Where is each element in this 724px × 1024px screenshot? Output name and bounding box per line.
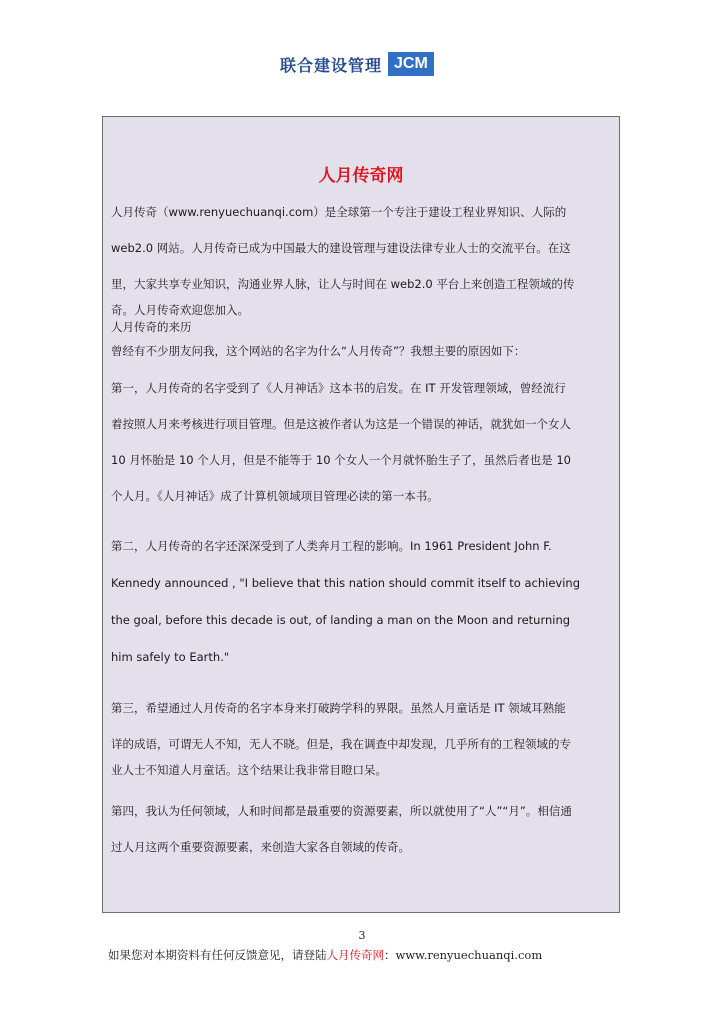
footer-site-link[interactable]: 人月传奇网: [326, 948, 384, 962]
footer-text: 如果您对本期资料有任何反馈意见，请登陆: [108, 948, 327, 962]
para3-line: 第三，希望通过人月传奇的名字本身来打破跨学科的界限。虽然人月童话是 IT 领域耳熟能: [111, 701, 566, 715]
para3-line: 详的成语，可谓无人不知，无人不晓。但是，我在调查中却发现，几乎所有的工程领域的专: [111, 737, 571, 751]
footer-url: ：www.renyuechuanqi.com: [384, 948, 543, 962]
origin-heading: 人月传奇的来历: [111, 320, 192, 334]
jcm-logo: [280, 52, 434, 76]
para1-line: 10 月怀胎是 10 个人月，但是不能等于 10 个女人一个月就怀胎生子了，虽然后者也是 10: [111, 453, 571, 467]
content-panel: [102, 116, 620, 913]
para2-line: Kennedy announced , "I believe that this nation should commit itself to achieving: [111, 576, 581, 590]
intro-line: 人月传奇（www.renyuechuanqi.com）是全球第一个专注于建设工程业界知识、人际的: [111, 205, 567, 219]
logo-text: 联合建设管理: [280, 55, 383, 75]
para2-line: him safely to Earth.": [111, 650, 230, 664]
para1-line: 个人月。《人月神话》成了计算机领域项目管理必读的第一本书。: [111, 489, 439, 503]
intro-line: web2.0 网站。人月传奇已成为中国最大的建设管理与建设法律专业人士的交流平台。在这: [111, 241, 571, 255]
para1-line: 第一，人月传奇的名字受到了《人月神话》这本书的启发。在 IT 开发管理领域，曾经流行: [111, 381, 566, 395]
page-title: 人月传奇网: [318, 166, 404, 186]
logo-badge: JCM: [388, 52, 434, 76]
para2-line: the goal, before this decade is out, of landing a man on the Moon and returning: [111, 613, 571, 627]
para2-line: 第二，人月传奇的名字还深深受到了人类奔月工程的影响。In 1961 President John F.: [111, 539, 552, 553]
question-line: 曾经有不少朋友问我，这个网站的名字为什么“人月传奇”？我想主要的原因如下：: [111, 344, 526, 358]
para4-line: 过人月这两个重要资源要素，来创造大家各自领域的传奇。: [111, 840, 410, 854]
intro-line: 里，大家共享专业知识，沟通业界人脉，让人与时间在 web2.0 平台上来创造工程领域的传: [111, 277, 575, 291]
page-number: 3: [358, 929, 366, 942]
footer-note: [108, 947, 668, 963]
intro-line: 奇。人月传奇欢迎您加入。: [111, 303, 249, 317]
para3-line: 业人士不知道人月童话。这个结果让我非常目瞪口呆。: [111, 763, 387, 777]
para1-line: 着按照人月来考核进行项目管理。但是这被作者认为这是一个错误的神话，就犹如一个女人: [111, 417, 571, 431]
para4-line: 第四，我认为任何领域，人和时间都是最重要的资源要素，所以就使用了“人”“月”。相信通: [111, 804, 572, 818]
